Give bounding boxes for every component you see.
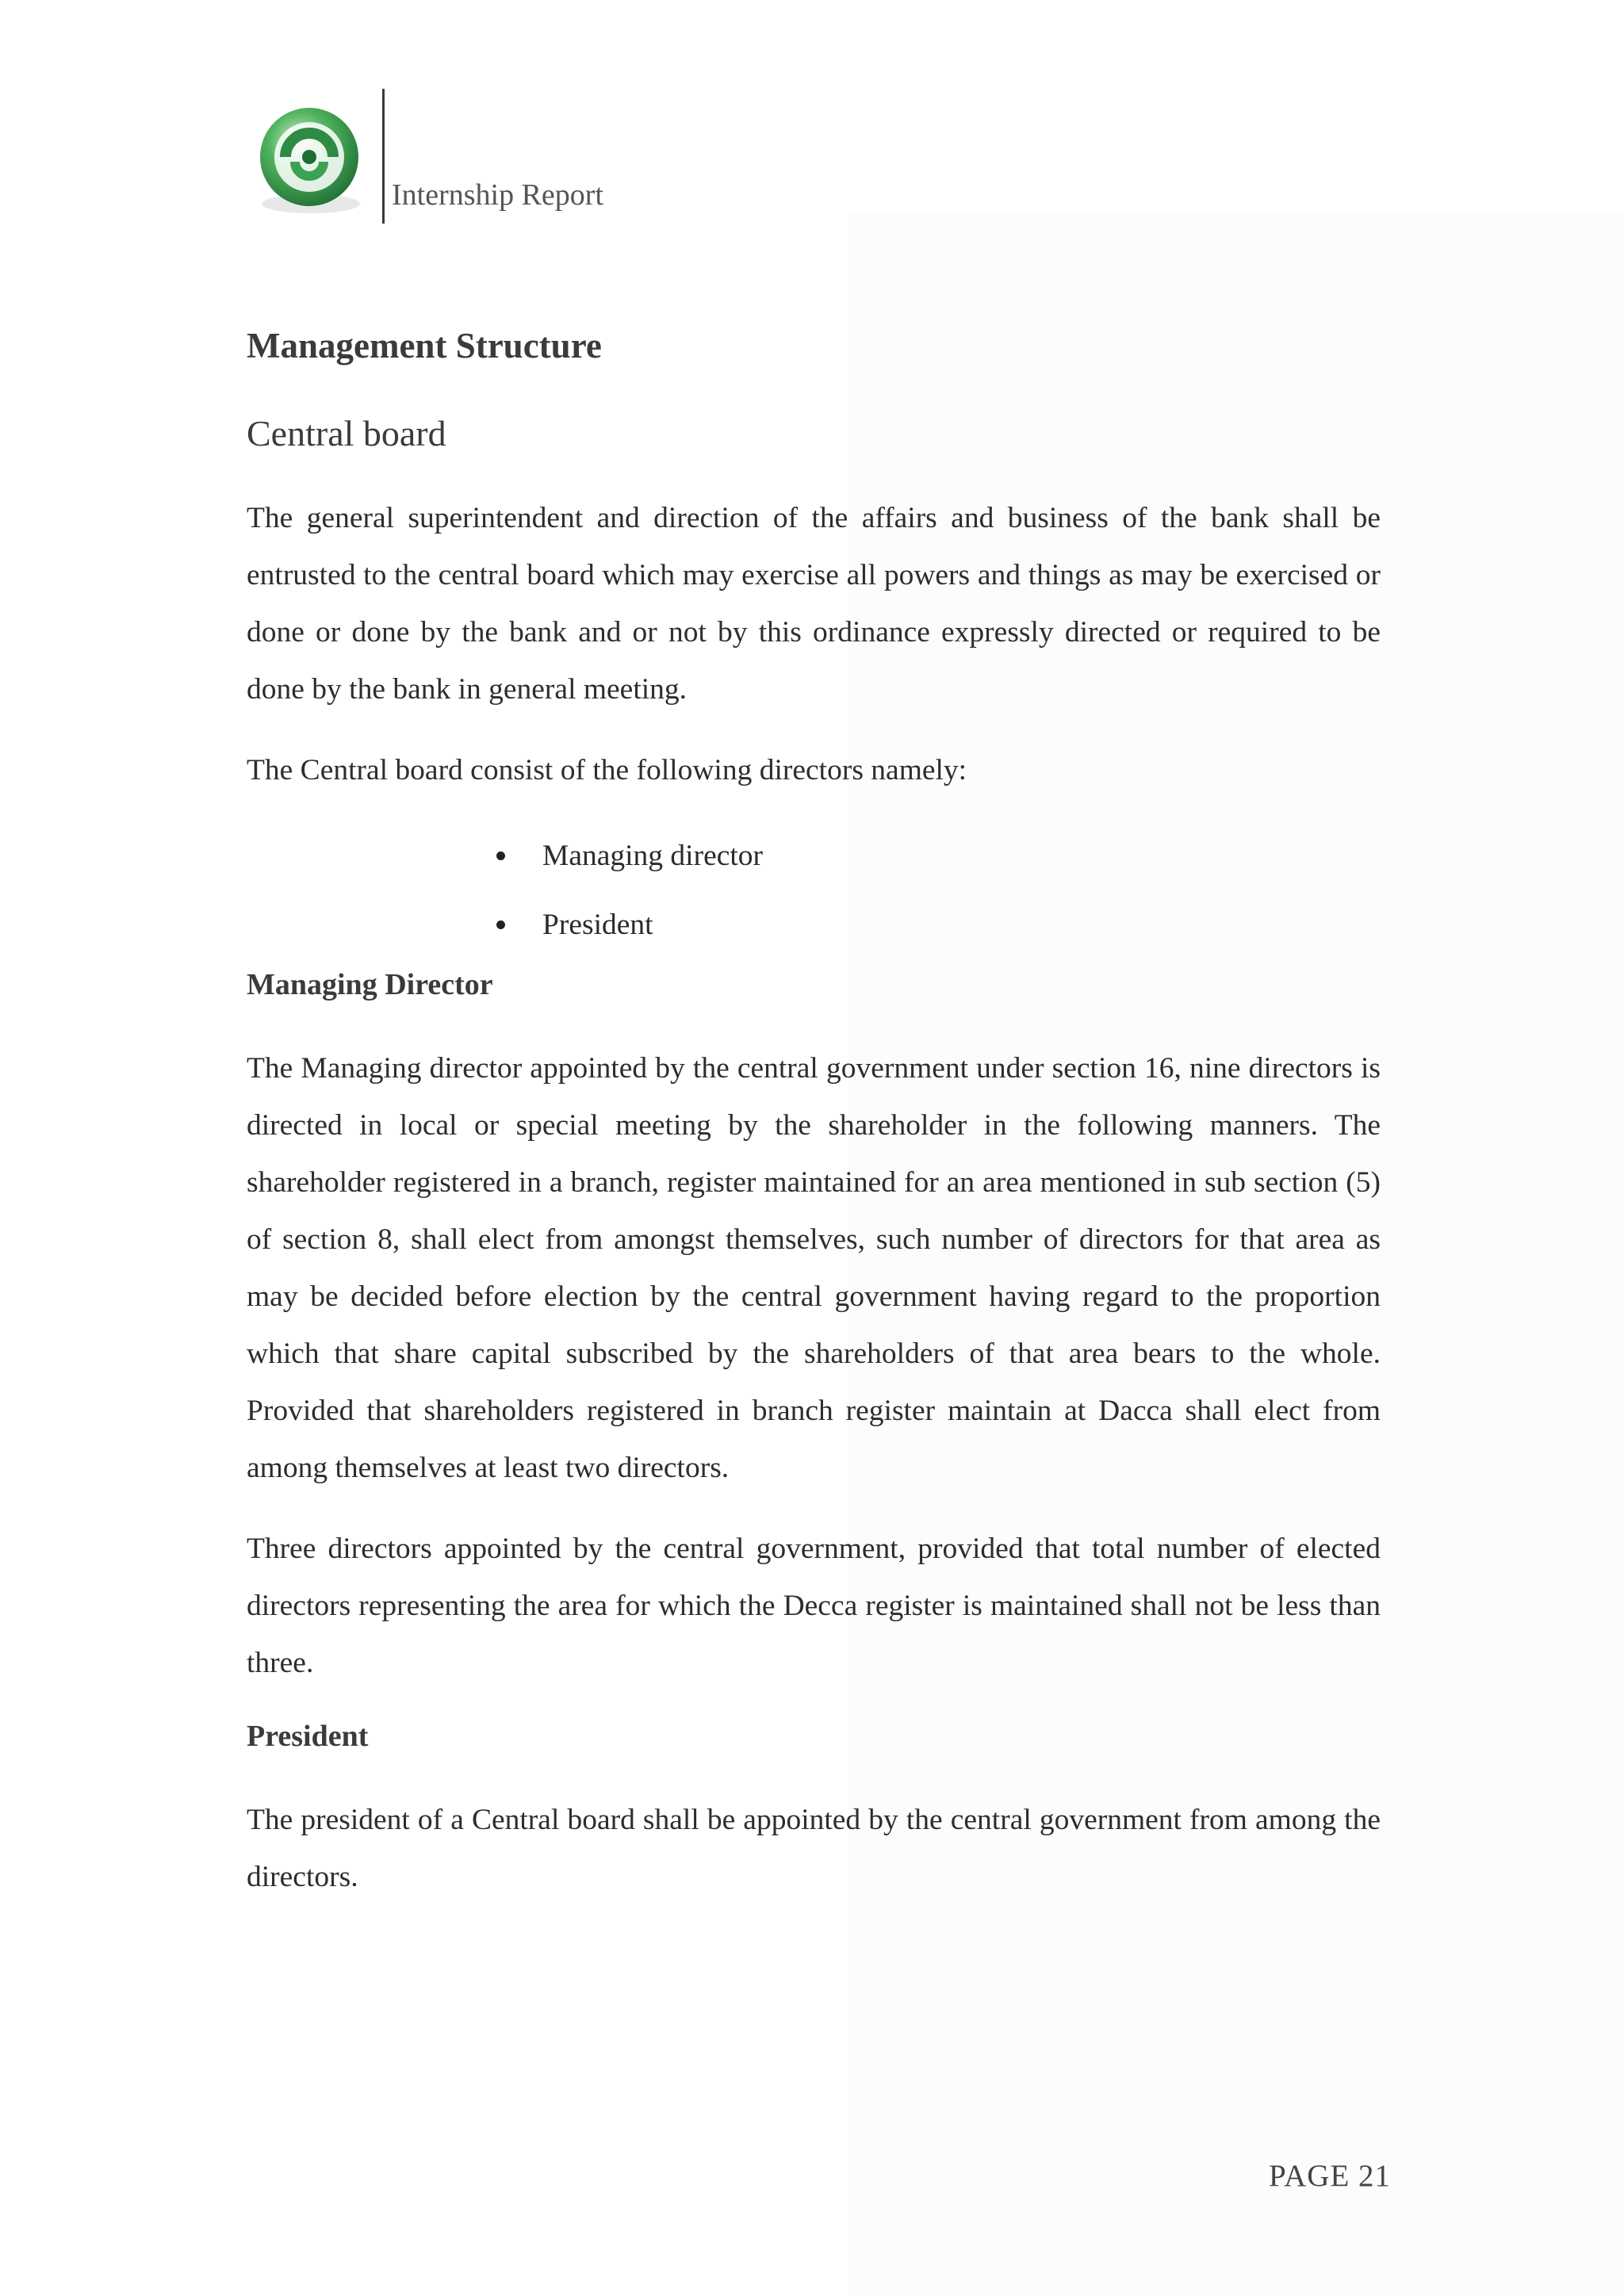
page-content (247, 325, 1381, 1906)
directors-list (247, 821, 1381, 959)
section-title: Management Structure (247, 326, 602, 365)
managing-director-paragraph-2: Three directors appointed by the central government, provided that total number of elected directors representing the area for which the Decca register is maintained shall not be less than three. (247, 1533, 1381, 1679)
managing-director-paragraph-1: The Managing director appointed by the central government under section 16, nine directors is directed in local or special meeting by the shareholder in the following manners. The shareholder registered in a branch, register maintained for an area mentioned in sub section (5) of section 8, shall elect from amongst themselves, such number of directors for that area as may be decided before election by the central government having regard to the proportion which that share capital subscribed by the shareholders of that area bears to the whole. Provided that shareholders registered in branch register maintain at Dacca shall elect from among themselves at least two directors. (247, 1052, 1381, 1484)
list-item (488, 890, 1381, 959)
bullet-icon (496, 920, 505, 929)
section-subtitle: Central board (247, 413, 446, 453)
managing-director-heading: Managing Director (247, 968, 493, 1001)
central-board-paragraph: The general superintendent and direction of the affairs and business of the bank shall be entrusted to the central board which may exercise all powers and things as may be exercised or done or done by the bank and or not by this ordinance expressly directed or required to be done by the bank in general meeting. (247, 502, 1381, 706)
page-number: PAGE 21 (1269, 2159, 1392, 2193)
header-divider (382, 89, 385, 224)
list-item-label: President (542, 909, 653, 941)
bank-logo-icon (247, 97, 374, 224)
central-board-intro: The Central board consist of the following directors namely: (247, 754, 967, 786)
list-item-label: Managing director (542, 840, 764, 872)
header-title: Internship Report (392, 178, 604, 212)
president-heading: President (247, 1720, 369, 1753)
bullet-icon (496, 851, 505, 860)
page-header (247, 89, 660, 228)
president-paragraph: The president of a Central board shall be appointed by the central government from among the directors. (247, 1804, 1381, 1893)
list-item (488, 821, 1381, 890)
